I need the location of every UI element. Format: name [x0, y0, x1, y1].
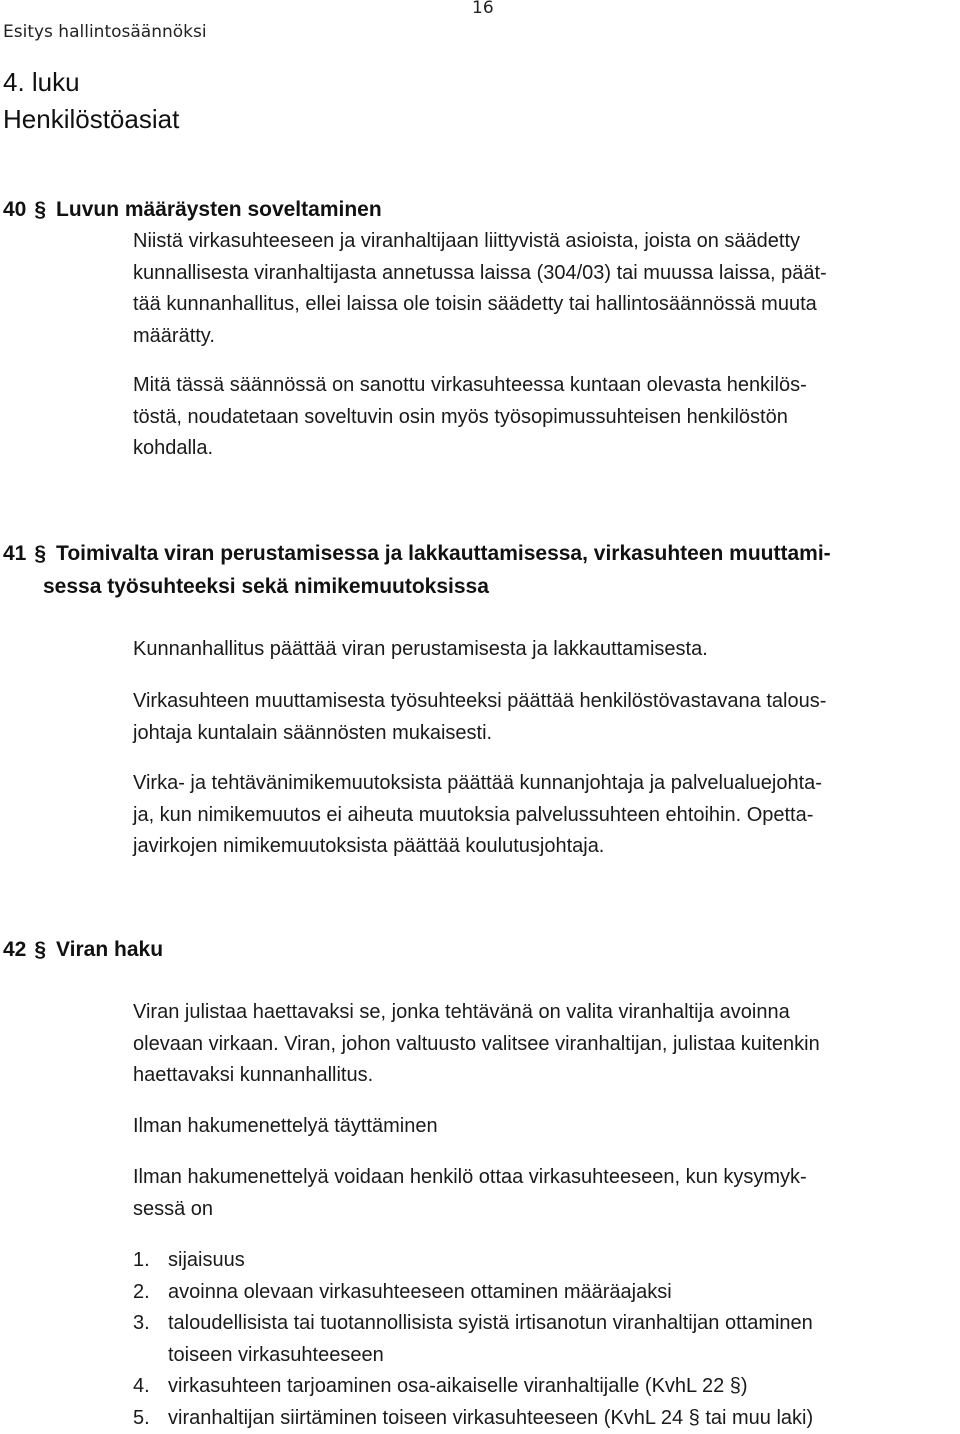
list-item: [133, 1308, 813, 1340]
list-text: avoinna olevaan virkasuhteeseen ottaminen määräajaksi: [168, 1280, 672, 1303]
list-text: viranhaltijan siirtäminen toiseen virkasuhteeseen (KvhL 24 § tai muu laki): [168, 1406, 814, 1429]
chapter-title: Henkilöstöasiat: [3, 104, 180, 134]
section-41-paragraph-1: [133, 634, 943, 666]
section-number: 42: [3, 938, 27, 961]
section-title-line-2: sessa työsuhteeksi sekä nimikemuutoksissa: [43, 575, 489, 598]
list-item: [133, 1371, 813, 1403]
section-mark: §: [34, 198, 47, 221]
text-line: johtaja kuntalain säännösten mukaisesti.: [133, 721, 493, 744]
section-title: Viran haku: [56, 938, 164, 961]
text-line: ja, kun nimikemuutos ei aiheuta muutoksia palvelussuhteen ehtoihin. Opetta-: [133, 803, 814, 826]
section-mark: §: [34, 542, 47, 565]
text-line: Ilman hakumenettelyä täyttäminen: [133, 1115, 438, 1137]
list-text: toiseen virkasuhteeseen: [168, 1343, 384, 1366]
list-item-continuation: [133, 1340, 813, 1372]
chapter-heading: [3, 64, 179, 138]
text-line: määrätty.: [133, 324, 215, 347]
list-number: 2.: [133, 1280, 150, 1303]
section-42-paragraph-1: [133, 997, 943, 1092]
page-number: 16: [472, 0, 494, 18]
section-42-list: [133, 1245, 813, 1434]
text-line: kunnallisesta viranhaltijasta annetussa laissa (304/03) tai muussa laissa, päät-: [133, 261, 827, 284]
text-line: olevaan virkaan. Viran, johon valtuusto valitsee viranhaltijan, julistaa kuitenkin: [133, 1032, 820, 1055]
list-number: 3.: [133, 1312, 150, 1334]
section-40-paragraph-2: [133, 370, 943, 465]
text-line: tää kunnanhallitus, ellei laissa ole toisin säädetty tai hallintosäännössä muuta: [133, 293, 817, 315]
text-line: Ilman hakumenettelyä voidaan henkilö ottaa virkasuhteeseen, kun kysymyk-: [133, 1166, 807, 1188]
text-line: Niistä virkasuhteeseen ja viranhaltijaan liittyvistä asioista, joista on säädetty: [133, 230, 801, 252]
section-number: 40: [3, 198, 27, 221]
list-item: [133, 1403, 813, 1434]
section-mark: §: [34, 938, 47, 961]
section-42-paragraph-2: [133, 1162, 943, 1225]
section-42-heading: [3, 933, 163, 966]
document-header-title: Esitys hallintosäännöksi: [3, 22, 207, 42]
list-number: 5.: [133, 1406, 150, 1429]
section-41-paragraph-2: [133, 686, 943, 749]
text-line: Mitä tässä säännössä on sanottu virkasuhteessa kuntaan olevasta henkilös-: [133, 374, 807, 396]
section-title: Luvun määräysten soveltaminen: [56, 198, 382, 221]
text-line: töstä, noudatetaan soveltuvin osin myös työsopimussuhteisen henkilöstön: [133, 405, 788, 428]
list-number: 1.: [133, 1249, 150, 1271]
section-40-paragraph-1: [133, 226, 943, 352]
list-number: 4.: [133, 1375, 150, 1397]
text-line: Viran julistaa haettavaksi se, jonka tehtävänä on valita viranhaltija avoinna: [133, 1001, 790, 1023]
text-line: javirkojen nimikemuutoksista päättää koulutusjohtaja.: [133, 835, 605, 857]
text-line: kohdalla.: [133, 437, 214, 459]
text-line: Virkasuhteen muuttamisesta työsuhteeksi päättää henkilöstövastavana talous-: [133, 690, 827, 712]
text-line: sessä on: [133, 1197, 214, 1220]
chapter-label: 4. luku: [3, 67, 80, 97]
section-41-heading: [3, 537, 831, 603]
list-text: taloudellisista tai tuotannollisista syistä irtisanotun viranhaltijan ottaminen: [168, 1312, 813, 1334]
section-41-paragraph-3: [133, 768, 943, 863]
section-title-line-1: Toimivalta viran perustamisessa ja lakkauttamisessa, virkasuhteen muuttami-: [56, 542, 831, 565]
list-text: sijaisuus: [168, 1249, 245, 1271]
list-item: [133, 1245, 813, 1277]
text-line: haettavaksi kunnanhallitus.: [133, 1064, 374, 1086]
section-40-heading: [3, 193, 382, 226]
list-text: virkasuhteen tarjoaminen osa-aikaiselle viranhaltijalle (KvhL 22 §): [168, 1375, 748, 1397]
list-item: [133, 1277, 813, 1309]
text-line: Virka- ja tehtävänimikemuutoksista päättää kunnanjohtaja ja palvelualuejohta-: [133, 772, 822, 794]
text-line: Kunnanhallitus päättää viran perustamisesta ja lakkauttamisesta.: [133, 638, 708, 660]
section-number: 41: [3, 542, 27, 565]
section-42-subheading: [133, 1111, 943, 1143]
